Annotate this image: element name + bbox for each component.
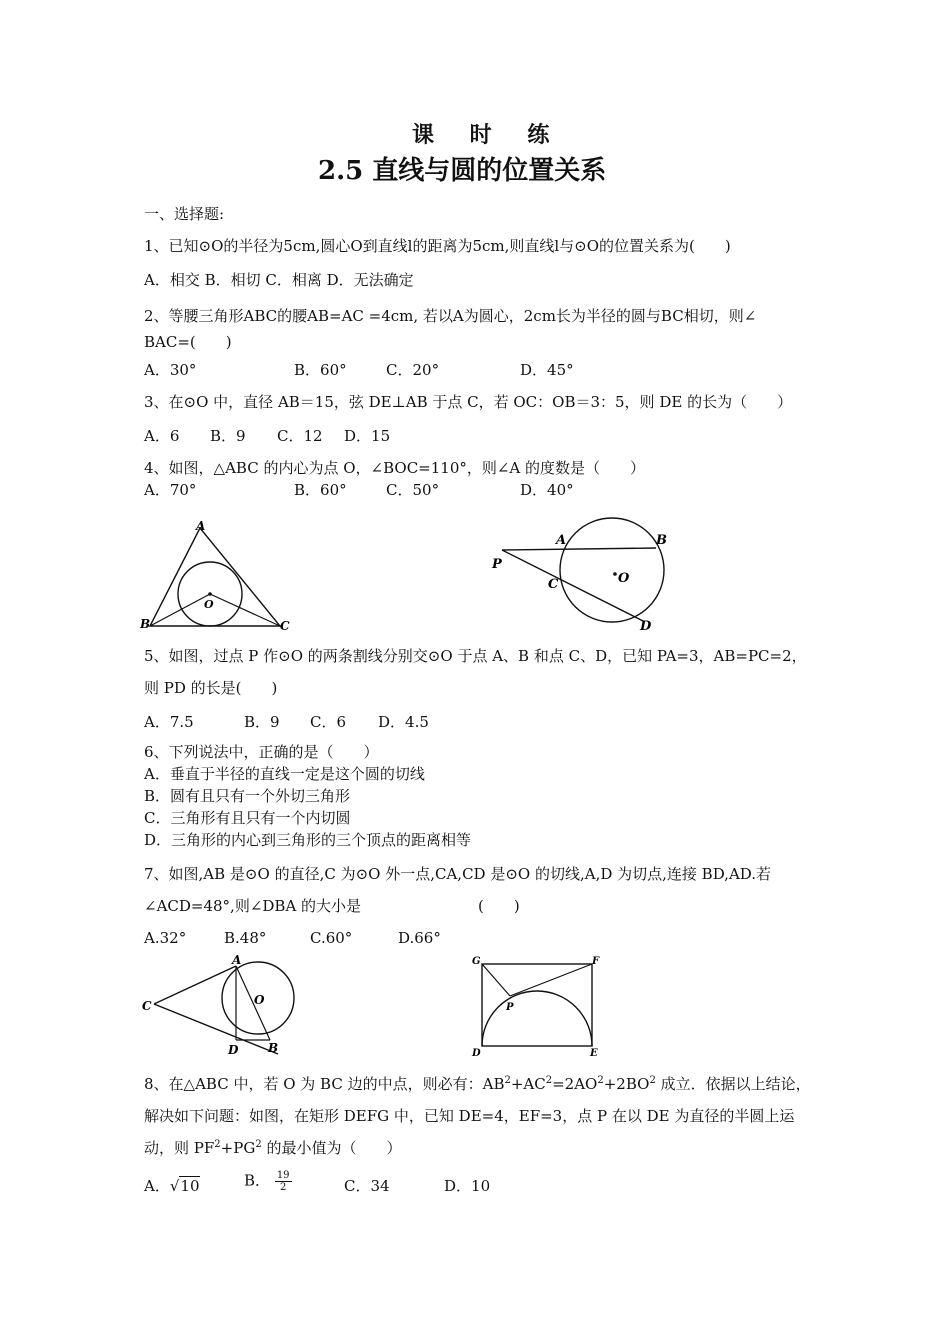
q5-stem: 5、如图，过点 P 作⊙O 的两条割线分别交⊙O 于点 A、B 和点 C、D，已知 PA=3，AB=PC=2， xyxy=(144,647,807,665)
q7-option-b: B.48° xyxy=(224,929,267,947)
q7-answer-paren: ( ) xyxy=(478,897,520,915)
figure-tangents xyxy=(138,952,308,1062)
label-p: P xyxy=(506,1002,514,1013)
q2-option-b: B．60° xyxy=(294,361,347,379)
q8-text: +PG xyxy=(220,1139,256,1157)
sqrt-sign: √ xyxy=(169,1177,180,1195)
q4-option-a: A．70° xyxy=(144,481,197,499)
option-label: A． xyxy=(144,1177,170,1195)
q8-text: 成立．依据以上结论， xyxy=(655,1075,811,1093)
q8-text: +AC xyxy=(510,1075,546,1093)
q3-option-c: C．12 xyxy=(277,427,323,445)
q1-stem: 1、已知⊙O的半径为5cm,圆心O到直线l的距离为5cm,则直线l与⊙O的位置关系为( ) xyxy=(144,237,731,255)
q2-option-c: C．20° xyxy=(386,361,440,379)
figure-secants xyxy=(488,516,678,634)
label-a: A xyxy=(232,953,242,967)
q6-option-c: C．三角形有且只有一个内切圆 xyxy=(144,809,351,827)
page-title: 2.5 直线与圆的位置关系 xyxy=(318,156,607,186)
q8-stem-line1 xyxy=(144,1074,811,1094)
q8-text: +2BO xyxy=(603,1075,650,1093)
secant-pcd xyxy=(502,550,645,622)
q5-stem-cont: 则 PD 的长是( ) xyxy=(144,679,278,697)
q5-option-d: D．4.5 xyxy=(378,713,429,731)
q5-option-a: A．7.5 xyxy=(144,713,194,731)
tangent-cd xyxy=(154,1004,278,1054)
q8-option-b xyxy=(244,1170,292,1193)
superscript: 2 xyxy=(214,1139,221,1150)
q4-option-c: C．50° xyxy=(386,481,440,499)
q7-stem: 7、如图,AB 是⊙O 的直径,C 为⊙O 外一点,CA,CD 是⊙O 的切线,A,D 为切点,连接 BD,AD.若 xyxy=(144,865,772,883)
q2-option-d: D．45° xyxy=(520,361,574,379)
q7-option-d: D.66° xyxy=(398,929,441,947)
figure-rectangle-semicircle xyxy=(466,950,616,1062)
label-o: O xyxy=(254,993,265,1007)
q7-option-c: C.60° xyxy=(310,929,353,947)
q7-stem-cont: ∠ACD=48°,则∠DBA 的大小是 xyxy=(144,897,362,915)
label-g: G xyxy=(472,956,481,967)
label-p: P xyxy=(492,557,502,572)
superscript: 2 xyxy=(255,1139,262,1150)
q8-text: 的最小值为（ ） xyxy=(261,1139,402,1157)
label-b: B xyxy=(656,533,667,548)
label-a: A xyxy=(556,533,567,548)
q7-option-a: A.32° xyxy=(144,929,187,947)
q8-text: 动，则 PF xyxy=(144,1139,215,1157)
q3-stem: 3、在⊙O 中，直径 AB＝15，弦 DE⊥AB 于点 C，若 OC：OB＝3：5，则 DE 的长为（ ） xyxy=(144,393,793,411)
superscript: 2 xyxy=(649,1075,656,1086)
fraction xyxy=(275,1170,292,1193)
label-o: O xyxy=(204,598,214,611)
q2-stem-cont: BAC=( ) xyxy=(144,333,232,351)
point-o xyxy=(613,572,617,576)
circle-o xyxy=(560,518,664,622)
option-label: B． xyxy=(244,1171,271,1190)
q1-options: A．相交 B．相切 C．相离 D．无法确定 xyxy=(144,271,414,289)
secant-pab xyxy=(502,548,656,550)
q3-option-a: A．6 xyxy=(144,427,180,445)
q4-stem: 4、如图，△ABC 的内心为点 O，∠BOC=110°，则∠A 的度数是（ ） xyxy=(144,459,646,477)
q3-option-d: D．15 xyxy=(344,427,391,445)
q8-option-d: D．10 xyxy=(444,1177,491,1195)
q2-stem: 2、等腰三角形ABC的腰AB=AC =4cm, 若以A为圆心，2cm长为半径的圆与BC相切，则∠ xyxy=(144,307,757,325)
label-c: C xyxy=(548,577,559,592)
label-b: B xyxy=(268,1041,279,1055)
q8-stem-line2: 解决如下问题：如图，在矩形 DEFG 中，已知 DE=4，EF=3，点 P 在以 DE 为直径的半圆上运 xyxy=(144,1107,795,1125)
label-d: D xyxy=(228,1043,239,1057)
q6-stem: 6、下列说法中，正确的是（ ） xyxy=(144,743,379,761)
fraction-denominator: 2 xyxy=(279,1182,287,1193)
q8-text: =2AO xyxy=(552,1075,598,1093)
label-b: B xyxy=(140,617,151,631)
q6-option-d: D．三角形的内心到三角形的三个顶点的距离相等 xyxy=(144,831,472,849)
segment-pg xyxy=(482,964,510,996)
label-d: D xyxy=(472,1048,481,1059)
q4-option-d: D．40° xyxy=(520,481,574,499)
label-a: A xyxy=(196,519,206,533)
label-c: C xyxy=(142,999,152,1013)
semicircle-de xyxy=(482,991,592,1046)
point-o xyxy=(208,592,212,596)
page-header: 课 时 练 xyxy=(412,122,564,148)
q4-option-b: B．60° xyxy=(294,481,347,499)
label-o: O xyxy=(618,571,630,586)
q8-stem-line3 xyxy=(144,1138,401,1158)
figure-incircle-triangle xyxy=(138,514,298,636)
rectangle-defg xyxy=(482,964,592,1046)
label-c: C xyxy=(280,619,290,633)
label-e: E xyxy=(590,1048,598,1059)
sqrt-radicand: 10 xyxy=(180,1177,200,1195)
q3-option-b: B．9 xyxy=(210,427,246,445)
q8-option-a xyxy=(144,1176,200,1196)
q8-option-c: C．34 xyxy=(344,1177,390,1195)
superscript: 2 xyxy=(597,1075,604,1086)
fraction-numerator: 19 xyxy=(276,1170,290,1181)
q5-option-b: B．9 xyxy=(244,713,280,731)
q8-text: 8、在△ABC 中，若 O 为 BC 边的中点，则必有：AB xyxy=(144,1075,505,1093)
q6-option-a: A．垂直于半径的直线一定是这个圆的切线 xyxy=(144,765,425,783)
segment-oc xyxy=(210,594,280,626)
diameter-ab xyxy=(236,966,270,1040)
triangle-abc xyxy=(150,528,280,626)
section-heading: 一、选择题: xyxy=(144,205,225,223)
q2-option-a: A．30° xyxy=(144,361,197,379)
label-f: F xyxy=(592,956,600,967)
superscript: 2 xyxy=(504,1075,511,1086)
segment-ob xyxy=(150,594,210,626)
label-d: D xyxy=(640,619,652,634)
q5-option-c: C．6 xyxy=(310,713,347,731)
q6-option-b: B．圆有且只有一个外切三角形 xyxy=(144,787,351,805)
segment-pf xyxy=(510,964,592,996)
superscript: 2 xyxy=(545,1075,553,1086)
